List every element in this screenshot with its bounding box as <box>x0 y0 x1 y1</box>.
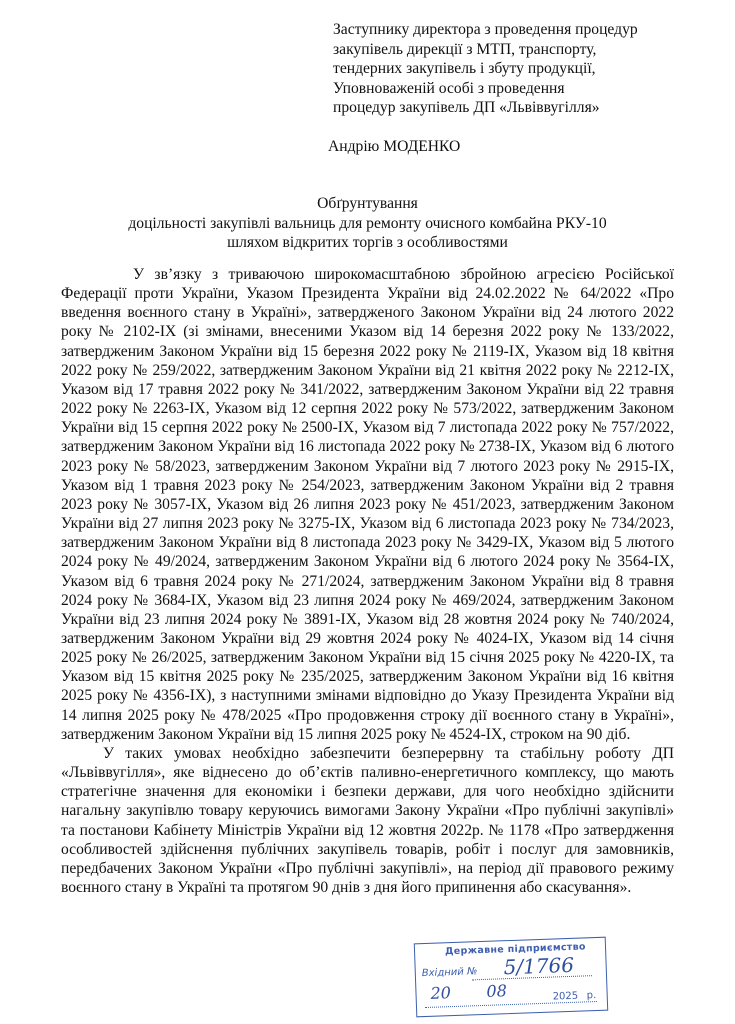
addressee-line: закупівель дирекції з МТП, транспорту, <box>333 40 597 58</box>
stamp-date-month: 08 <box>486 981 508 1001</box>
addressee-name: Андрію МОДЕНКО <box>328 138 461 155</box>
stamp-date-year: 2025 <box>552 990 579 1003</box>
stamp-date-day: 20 <box>430 983 452 1003</box>
addressee-line: Уповноваженій особі з проведення <box>333 79 565 97</box>
stamp-date-suffix: р. <box>586 990 597 1002</box>
stamp-incoming-label: Вхідний № <box>421 966 478 980</box>
body-paragraph-1: У зв’язку з триваючою широкомасштабною збройною агресією Російської Федерації проти України, Указом Президента України від 24.02.2022 № 64/2022 «Про введення воєнного стану в Україні», затвердженого Законом України від 24 лютого 2022 року № 2102-IX (зі змінами, внесеними Указом від 14 березня 2022 року № 133/2022, затвердженим Законом України від 15 березня 2022 року № 2119-IX, Указом від 18 квітня 2022 року № 259/2022, затвердженим Законом України від 21 квітня 2022 року № 2212-IX, Указом від 17 травня 2022 року № 341/2022, затвердженим Законом України від 22 травня 2022 року № 2263-IX, Указом від 12 серпня 2022 року № 573/2022, затвердженим Законом України від 15 серпня 2022 року № 2500-IX, Указом від 7 листопада 2022 року № 757/2022, затвердженим Законом України від 16 листопада 2022 року № 2738-IX, Указом від 6 лютого 2023 року № 58/2023, затвердженим Законом України від 7 лютого 2023 року № 2915-IX, Указом від 1 травня 2023 року № 254/2023, затвердженим Законом України від 2 травня 2023 року № 3057-IX, Указом від 26 липня 2023 року № 451/2023, затвердженим Законом України від 27 липня 2023 року № 3275-IX, Указом від 6 листопада 2023 року № 734/2023, затвердженим Законом України від 8 листопада 2023 року № 3429-IX, Указом від 5 лютого 2024 року № 49/2024, затвердженим Законом України від 6 лютого 2024 року № 3564-IX, Указом від 6 травня 2024 року № 271/2024, затвердженим Законом України від 8 травня 2024 року № 3684-IX, Указом від 23 липня 2024 року № 469/2024, затвердженим Законом України від 23 липня 2024 року № 3891-IX, Указом від 28 жовтня 2024 року № 740/2024, затвердженим Законом України від 29 жовтня 2024 року № 4024-IX, Указом від 14 січня 2025 року № 26/2025, затвердженим Законом України від 15 січня 2025 року № 4220-IX, та Указом від 15 квітня 2025 року № 235/2025, затвердженим Законом України від 16 квітня 2025 року № 4356-IX), з наступними змінами відповідно до Указу Президента України від 14 липня 2025 року № 478/2025 «Про продовження строку дії воєнного стану в Україні», затвердженим Законом України від 15 липня 2025 року № 4524-IX, строком на 90 діб. <box>61 266 674 743</box>
title-line-2: доцільності закупівлі вальниць для ремонту очисного комбайна РКУ-10 <box>128 214 607 232</box>
addressee-block <box>333 20 713 118</box>
incoming-registration-stamp <box>414 937 608 1018</box>
title-line-3: шляхом відкритих торгів з особливостями <box>227 234 508 252</box>
document-title <box>60 194 675 253</box>
title-line-1: Обґрунтування <box>317 195 418 212</box>
addressee-line: Заступнику директора з проведення процедур <box>333 21 638 38</box>
addressee-line: процедур закупівель ДП «Львіввугілля» <box>333 99 600 117</box>
addressee-line: тендерних закупівель і збуту продукції, <box>333 60 596 78</box>
stamp-org: Державне підприємство <box>444 941 586 958</box>
body-paragraph-2: У таких умовах необхідно забезпечити безперервну та стабільну роботу ДП «Львіввугілля», яке віднесено до об’єктів паливно-енергетичного комплексу, що мають стратегічне значення для економіки і безпеки держави, для чого необхідно здійснити нагальну закупівлю товару керуючись вимогами Закону України «Про публічні закупівлі» та постанови Кабінету Міністрів України від 12 жовтня 2022р. № 1178 «Про затвердження особливостей здійснення публічних закупівель товарів, робіт і послуг для замовників, передбачених Законом України «Про публічні закупівлі», на період дії правового режиму воєнного стану в Україні та протягом 90 днів з дня його припинення або скасування». <box>61 744 674 896</box>
document-body <box>61 265 674 897</box>
stamp-incoming-number: 5/1766 <box>503 952 575 980</box>
